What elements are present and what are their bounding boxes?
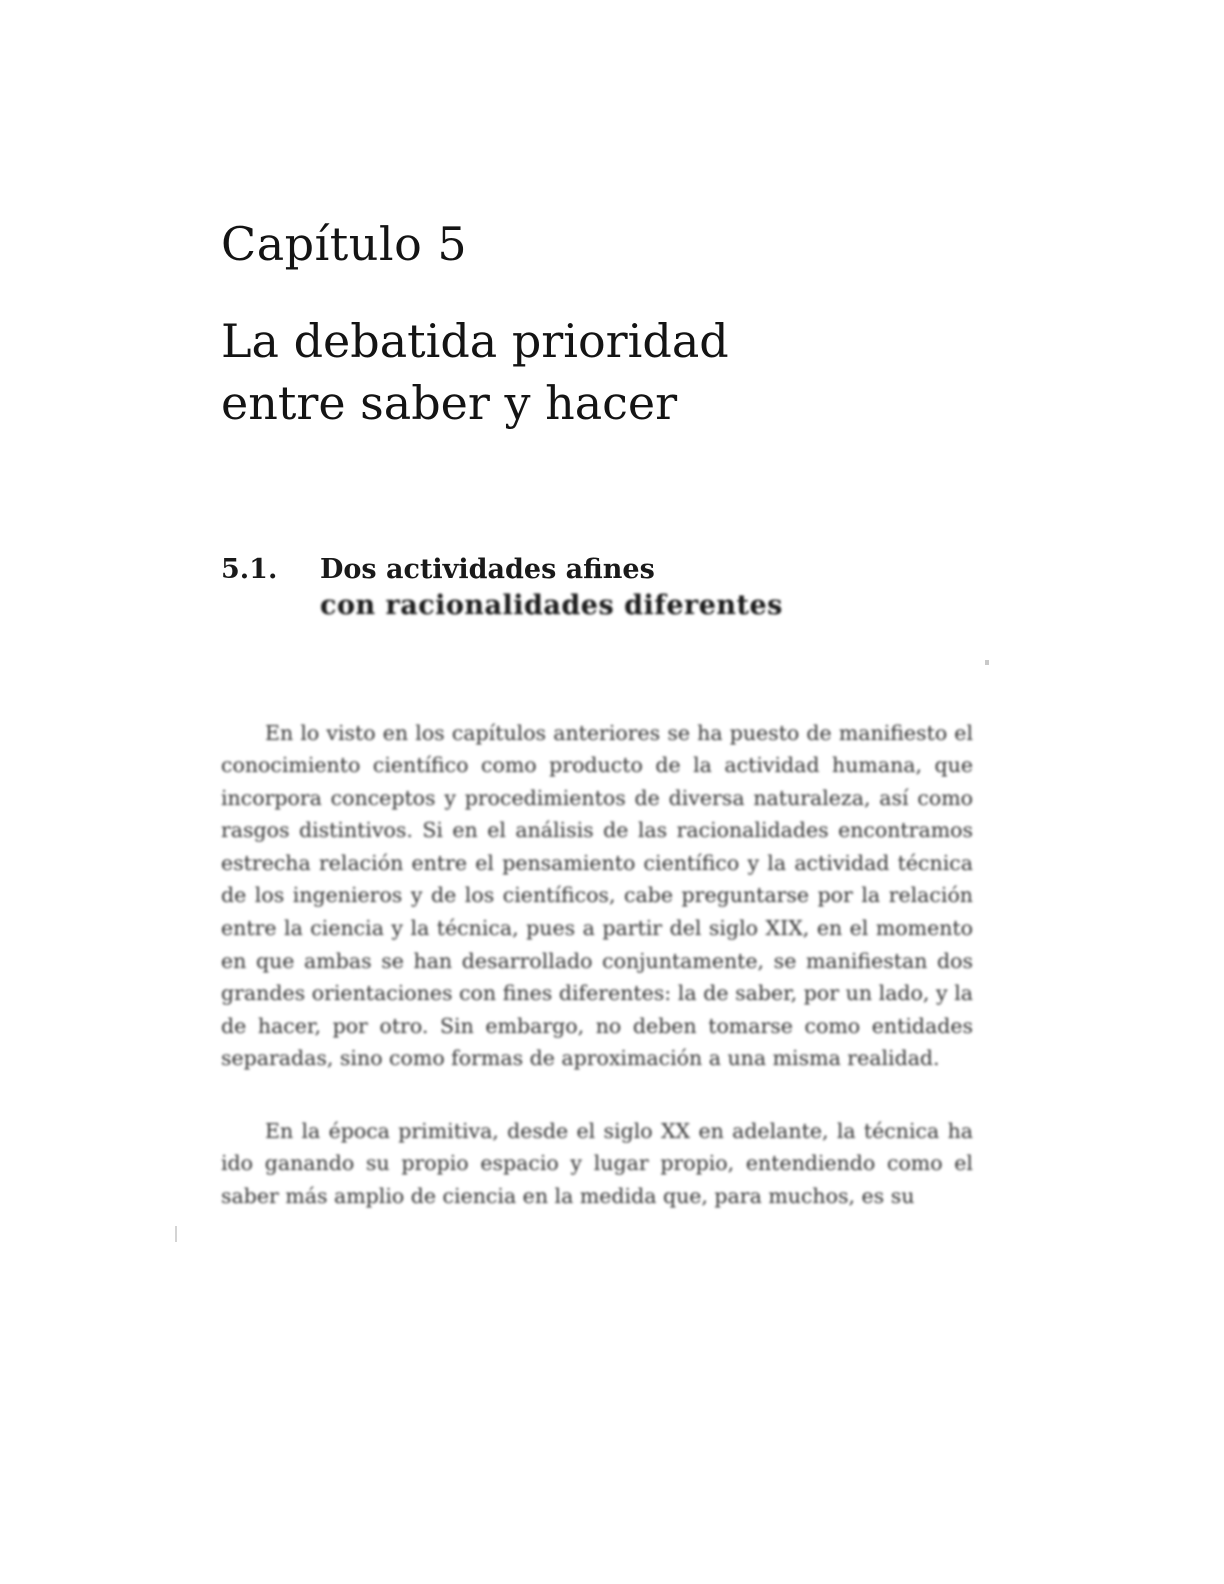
section-heading-line: con racionalidades diferentes [320, 590, 783, 621]
section-number: 5.1. [221, 554, 278, 585]
scan-speck [985, 660, 989, 665]
scan-speck [175, 1226, 177, 1242]
section-heading-line: Dos actividades afines [320, 554, 655, 585]
chapter-label: Capítulo 5 [221, 217, 468, 271]
body-paragraph: En la época primitiva, desde el siglo XX en adelante, la técnica ha ido ganando su propio espacio y lugar propio, entendiendo como el saber más amplio de ciencia en la medida que, para muchos, es su [221, 1118, 973, 1208]
section-heading [320, 552, 783, 624]
body-paragraph: En lo visto en los capítulos anteriores se ha puesto de manifiesto el conocimiento científico como producto de la actividad humana, que incorpora conceptos y procedimientos de diversa naturaleza, así como rasgos distintivos. Si en el análisis de las racionalidades encontramos estrecha relación entre el pensamiento científico y la actividad técnica de los ingenieros y de los científicos, cabe preguntarse por la relación entre la ciencia y la técnica, pues a partir del siglo XIX, en el momento en que ambas se han desarrollado conjuntamente, se manifiestan dos grandes orientaciones con fines diferentes: la de saber, por un lado, y la de hacer, por otro. Sin embargo, no deben tomarse como entidades separadas, sino como formas de aproximación a una misma realidad. [221, 720, 973, 1071]
chapter-title-line: La debatida prioridad [221, 314, 729, 368]
chapter-title [221, 310, 981, 434]
chapter-title-line: entre saber y hacer [221, 376, 678, 430]
